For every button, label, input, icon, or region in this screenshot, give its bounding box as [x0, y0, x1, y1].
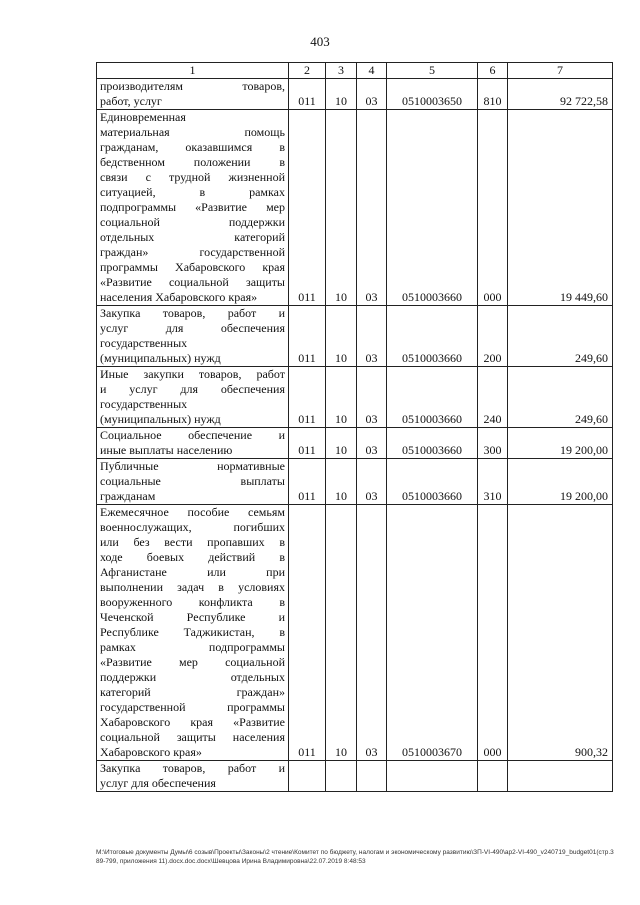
- header-cell: 2: [289, 63, 326, 79]
- amount: 19 449,60: [508, 110, 613, 306]
- description-line: социальные выплаты: [100, 474, 285, 488]
- description-line: социальной защиты населения: [100, 730, 285, 744]
- expense-type-code: 310: [478, 459, 508, 505]
- expense-type-code: [478, 761, 508, 792]
- header-cell: 3: [326, 63, 357, 79]
- target-article-code: 0510003660: [387, 306, 478, 367]
- expense-type-code: 000: [478, 110, 508, 306]
- amount: [508, 761, 613, 792]
- section-code: 10: [326, 505, 357, 761]
- description-line: гражданам, оказавшимся в: [100, 140, 285, 154]
- subsection-code: 03: [357, 505, 387, 761]
- row-description: [97, 428, 289, 459]
- description-line: (муниципальных) нужд: [100, 351, 221, 365]
- target-article-code: 0510003660: [387, 428, 478, 459]
- ministry-code: [289, 761, 326, 792]
- description-line: Иные закупки товаров, работ: [100, 367, 285, 381]
- section-code: 10: [326, 110, 357, 306]
- ministry-code: 011: [289, 306, 326, 367]
- file-path-footer: M:\Итоговые документы Думы\6 созыв\Проекты\Законы\2 чтение\Комитет по бюджету, налогам и экономическому развитию\ЗП-VI-490\ap2-VI-490_v240719_budget01(стр.389-799, приложения 11).docx.doc.docx\Шевцова Ирина Владимировна\22.07.2019 8:48:53: [96, 849, 614, 865]
- header-cell: 7: [508, 63, 613, 79]
- header-cell: 1: [97, 63, 289, 79]
- subsection-code: 03: [357, 306, 387, 367]
- description-line: Хабаровского края»: [100, 745, 202, 759]
- section-code: 10: [326, 459, 357, 505]
- amount: 249,60: [508, 306, 613, 367]
- expense-type-code: 240: [478, 367, 508, 428]
- row-description: [97, 505, 289, 761]
- description-line: социальной поддержки: [100, 215, 285, 229]
- description-line: производителям товаров,: [100, 79, 285, 93]
- subsection-code: 03: [357, 459, 387, 505]
- table-row: [97, 79, 613, 110]
- row-description: [97, 459, 289, 505]
- amount: 900,32: [508, 505, 613, 761]
- target-article-code: 0510003660: [387, 110, 478, 306]
- target-article-code: 0510003660: [387, 367, 478, 428]
- description-line: вооруженного конфликта в: [100, 595, 285, 609]
- description-line: ходе боевых действий в: [100, 550, 285, 564]
- description-line: Республике Таджикистан, в: [100, 625, 285, 639]
- description-line: Чеченской Республике и: [100, 610, 285, 624]
- budget-table: [96, 62, 613, 792]
- header-cell: 5: [387, 63, 478, 79]
- ministry-code: 011: [289, 110, 326, 306]
- expense-type-code: 810: [478, 79, 508, 110]
- row-description: [97, 306, 289, 367]
- subsection-code: 03: [357, 110, 387, 306]
- description-line: граждан» государственной: [100, 245, 285, 259]
- description-line: государственных: [100, 336, 188, 350]
- subsection-code: 03: [357, 428, 387, 459]
- table-header-row: [97, 63, 613, 79]
- description-line: населения Хабаровского края»: [100, 290, 258, 304]
- description-line: иные выплаты населению: [100, 443, 233, 457]
- description-line: и услуг для обеспечения: [100, 382, 285, 396]
- target-article-code: 0510003650: [387, 79, 478, 110]
- ministry-code: 011: [289, 459, 326, 505]
- table-row: [97, 505, 613, 761]
- description-line: бедственном положении в: [100, 155, 285, 169]
- description-line: услуг для обеспечения: [100, 776, 216, 790]
- ministry-code: 011: [289, 367, 326, 428]
- table-row: [97, 306, 613, 367]
- row-description: [97, 367, 289, 428]
- description-line: Закупка товаров, работ и: [100, 306, 285, 320]
- header-cell: 6: [478, 63, 508, 79]
- table-row: [97, 761, 613, 792]
- ministry-code: 011: [289, 505, 326, 761]
- description-line: Закупка товаров, работ и: [100, 761, 285, 775]
- description-line: гражданам: [100, 489, 156, 503]
- description-line: или без вести пропавших в: [100, 535, 285, 549]
- table-row: [97, 367, 613, 428]
- description-line: работ, услуг: [100, 94, 162, 108]
- amount: 249,60: [508, 367, 613, 428]
- description-line: ситуацией, в рамках: [100, 185, 285, 199]
- description-line: Афганистане или при: [100, 565, 285, 579]
- subsection-code: 03: [357, 367, 387, 428]
- description-line: военнослужащих, погибших: [100, 520, 285, 534]
- target-article-code: [387, 761, 478, 792]
- expense-type-code: 300: [478, 428, 508, 459]
- row-description: [97, 761, 289, 792]
- description-line: отдельных категорий: [100, 230, 285, 244]
- description-line: категорий граждан»: [100, 685, 285, 699]
- section-code: 10: [326, 428, 357, 459]
- description-line: связи с трудной жизненной: [100, 170, 285, 184]
- description-line: «Развитие мер социальной: [100, 655, 285, 669]
- description-line: программы Хабаровского края: [100, 260, 285, 274]
- amount: 19 200,00: [508, 459, 613, 505]
- ministry-code: 011: [289, 79, 326, 110]
- section-code: [326, 761, 357, 792]
- subsection-code: 03: [357, 79, 387, 110]
- description-line: Ежемесячное пособие семьям: [100, 505, 285, 519]
- row-description: [97, 79, 289, 110]
- description-line: (муниципальных) нужд: [100, 412, 221, 426]
- description-line: государственной программы: [100, 700, 285, 714]
- description-line: подпрограммы «Развитие мер: [100, 200, 285, 214]
- section-code: 10: [326, 306, 357, 367]
- description-line: выполнении задач в условиях: [100, 580, 285, 594]
- description-line: услуг для обеспечения: [100, 321, 285, 335]
- table-row: [97, 459, 613, 505]
- description-line: Публичные нормативные: [100, 459, 285, 473]
- header-cell: 4: [357, 63, 387, 79]
- description-line: рамках подпрограммы: [100, 640, 285, 654]
- expense-type-code: 000: [478, 505, 508, 761]
- ministry-code: 011: [289, 428, 326, 459]
- expense-type-code: 200: [478, 306, 508, 367]
- description-line: Единовременная: [100, 110, 186, 124]
- table-row: [97, 110, 613, 306]
- table-row: [97, 428, 613, 459]
- section-code: 10: [326, 367, 357, 428]
- row-description: [97, 110, 289, 306]
- target-article-code: 0510003670: [387, 505, 478, 761]
- description-line: поддержки отдельных: [100, 670, 285, 684]
- target-article-code: 0510003660: [387, 459, 478, 505]
- description-line: Хабаровского края «Развитие: [100, 715, 285, 729]
- description-line: «Развитие социальной защиты: [100, 275, 285, 289]
- amount: 92 722,58: [508, 79, 613, 110]
- description-line: государственных: [100, 397, 188, 411]
- section-code: 10: [326, 79, 357, 110]
- amount: 19 200,00: [508, 428, 613, 459]
- page-number: 403: [310, 34, 330, 49]
- subsection-code: [357, 761, 387, 792]
- description-line: Социальное обеспечение и: [100, 428, 285, 442]
- description-line: материальная помощь: [100, 125, 285, 139]
